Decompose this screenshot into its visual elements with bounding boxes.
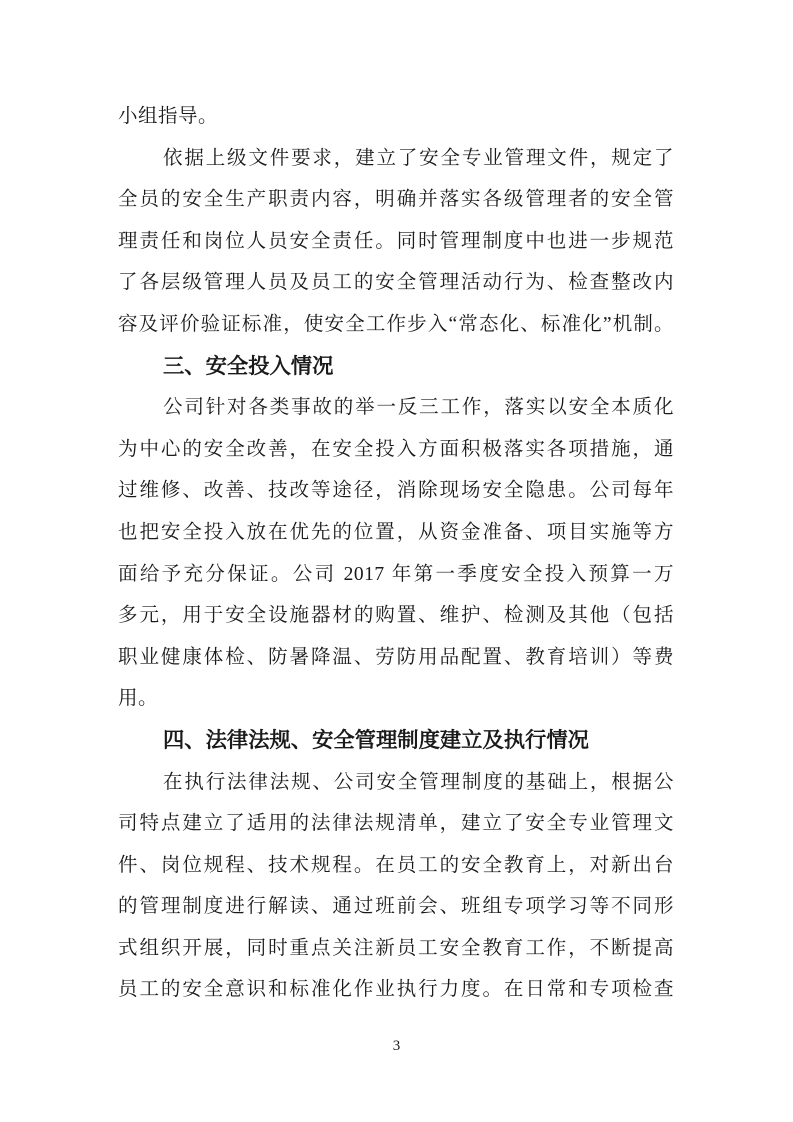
page-number: 3 <box>392 1038 401 1054</box>
text-line: 容及评价验证标准，使安全工作步入“常态化、标准化”机制。 <box>118 313 674 335</box>
text-line: 全员的安全生产职责内容，明确并落实各级管理者的安全管 <box>118 189 674 211</box>
section-heading: 四、法律法规、安全管理制度建立及执行情况 <box>163 727 589 752</box>
text-line: 司特点建立了适用的法律法规清单，建立了安全专业管理文 <box>118 813 674 835</box>
section-heading: 三、安全投入情况 <box>163 353 334 378</box>
text-line: 也把安全投入放在优先的位置，从资金准备、项目实施等方 <box>118 521 674 543</box>
text-line: 了各层级管理人员及员工的安全管理活动行为、检查整改内 <box>118 272 674 294</box>
text-line: 理责任和岗位人员安全责任。同时管理制度中也进一步规范 <box>118 230 674 252</box>
text-line: 过维修、改善、技改等途径，消除现场安全隐患。公司每年 <box>118 480 674 502</box>
text-line: 员工的安全意识和标准化作业执行力度。在日常和专项检查 <box>118 979 674 1001</box>
text-line: 件、岗位规程、技术规程。在员工的安全教育上，对新出台 <box>118 854 674 876</box>
text-line: 为中心的安全改善，在安全投入方面积极落实各项措施，通 <box>118 438 674 460</box>
text-line: 公司针对各类事故的举一反三工作，落实以安全本质化 <box>163 397 674 419</box>
text-line: 职业健康体检、防暑降温、劳防用品配置、教育培训）等费 <box>118 646 674 668</box>
document-body <box>118 96 674 1011</box>
text-line: 在执行法律法规、公司安全管理制度的基础上，根据公 <box>163 771 674 793</box>
text-line: 面给予充分保证。公司 2017 年第一季度安全投入预算一万 <box>118 563 674 585</box>
text-line: 多元，用于安全设施器材的购置、维护、检测及其他（包括 <box>118 605 674 627</box>
text-line: 依据上级文件要求，建立了安全专业管理文件，规定了 <box>163 147 674 169</box>
text-line: 用。 <box>118 688 159 710</box>
text-line: 小组指导。 <box>118 106 219 127</box>
text-line: 的管理制度进行解读、通过班前会、班组专项学习等不同形 <box>118 896 674 918</box>
text-line: 式组织开展，同时重点关注新员工安全教育工作，不断提高 <box>118 937 674 959</box>
